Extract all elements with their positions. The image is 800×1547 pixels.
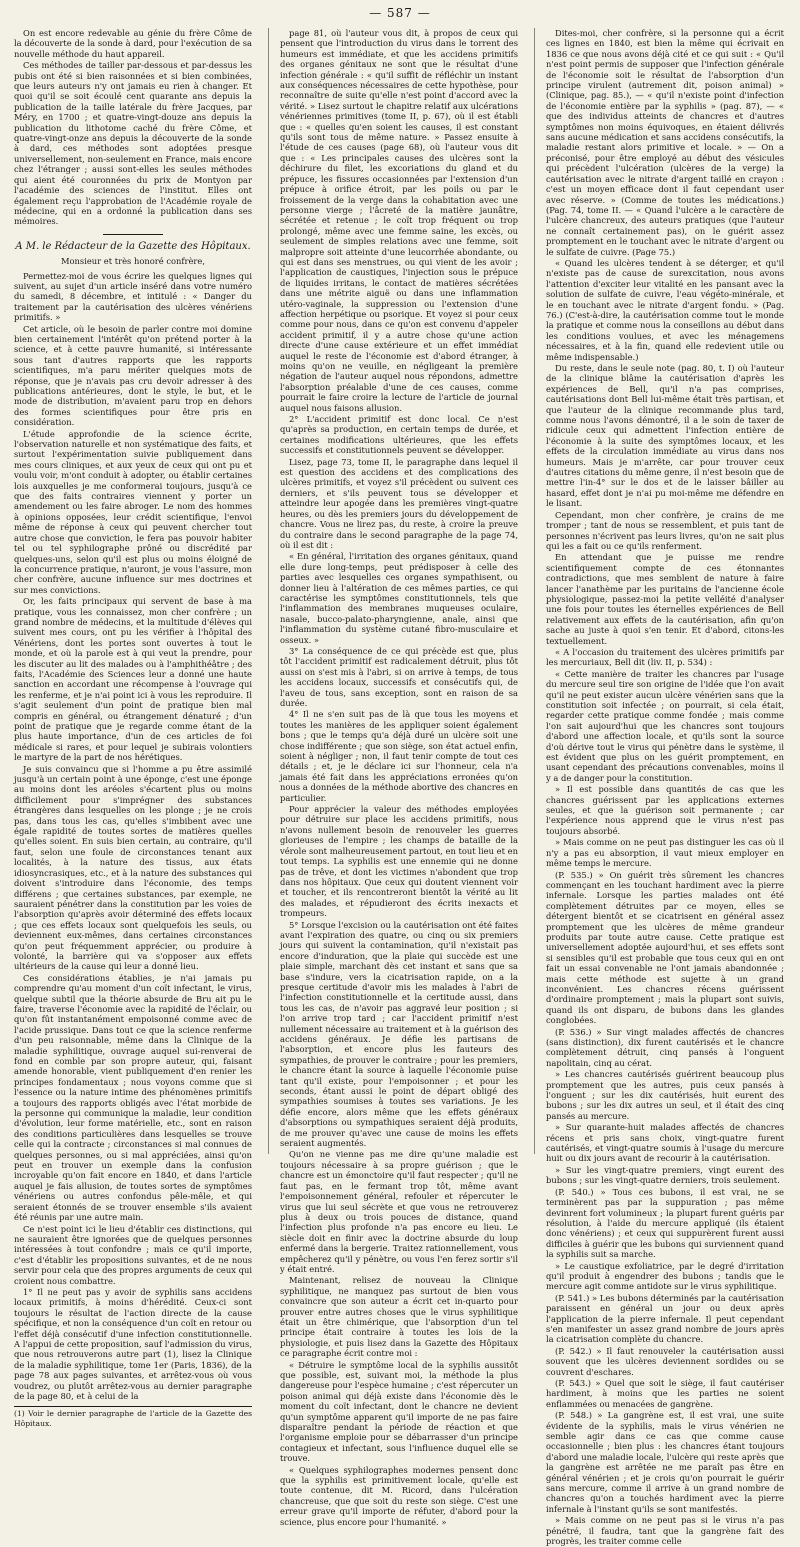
paragraph: » Les chancres cautérisés guérirent beaucoup plus promptement que les autres, puis ceux pansés à l'onguent ; sur les dix cautérisés, huit eurent des bubons ; sur les dix autres un seul, et il était des cinq pansés au mercure. <box>546 1069 784 1121</box>
column-rule <box>268 28 269 1154</box>
paragraph: 3° La conséquence de ce qui précède est que, plus tôt l'accident primitif est radicalement détruit, plus tôt aussi on s'est mis à l'abri, si on arrive à temps, de tous les accidens locaux, successifs et consécutifs qui, de l'aveu de tous, sans exception, sont en raison de sa durée. <box>280 645 518 708</box>
paragraph: Ces méthodes de tailler par-dessous et par-dessus les pubis ont été si bien raisonnées et si bien combinées, que leurs auteurs n'y ont jamais eu rien à changer. Et quoi qu'il se soit écoulé cent quarante ans depuis la publication de la taille latérale du frère Jacques, par Méry, en 1700 ; et quatre-vingt-douze ans depuis la publication du lithotome caché du frère Côme, et quatre-vingt-onze ans depuis la découverte de la sonde à dard, ces méthodes sont adoptées presque universellement, non-seulement en France, mais encore chez l'étranger ; aussi sont-elles les seules méthodes qui aient été couronnées du prix de Montyon par l'académie des sciences de l'institut. Elles ont également reçu l'approbation de l'Académie royale de médecine, qui en a ordonné la publication dans ses mémoires. <box>14 60 252 227</box>
paragraph: Je suis convaincu que si l'homme a pu être assimilé jusqu'à un certain point à une éponge, c'est une éponge au moins dont les aréoles s'écartent plus ou moins difficilement pour s'imprégner des substances étrangères dans lesquelles on les plonge ; je ne crois pas, dans tous les cas, qu'elles s'imbibent avec une égale rapidité de toutes sortes de matières quelles qu'elles soient. En suis bien certain, au contraire, qu'il faut, selon une foule de circonstances tenant aux localités, à la nature des tissus, aux états idiosyncrasiques, etc., et à la nature des substances qui doivent s'introduire dans l'économie, des temps différens ; que certaines substances, par exemple, ne sauraient pénétrer dans la constitution par les voies de l'absorption qu'après avoir déterminé des effets locaux ; que ces effets locaux sont quelquefois les seuls, ou deviennent eux-mêmes, dans certaines circonstances qu'on peut fréquemment apprécier, ou produire à volonté, la barrière qui va s'opposer aux effets ultérieurs de la cause qui leur a donné lieu. <box>14 763 252 972</box>
letter-heading: A M. le Rédacteur de la Gazette des Hôpitaux. <box>15 240 251 252</box>
paragraph: (P. 543.) » Quel que soit le siège, il faut cautériser hardiment, à moins que les parties ne soient enflammées ou menacées de gangrène. <box>546 1378 784 1409</box>
paragraph: Du reste, dans le seule note (pag. 80, t. I) où l'auteur de la clinique blâme la cautérisation d'après les expériences de Bell, qu'il n'a pas comprises, cautérisations dont Bell lui-même était très partisan, et que l'auteur de la clinique recommande plus tard, comme nous l'avons démontré, il a le soin de taxer de ridicule ceux qui admettent l'infection entière de l'économie à la suite des symptômes locaux, et les effets de la circulation immédiate au virus dans nos humeurs. Mais je m'arrête, car pour trouver ceux d'autres citations du même genre, il n'est besoin que de mettre l'in-4° sur le dos et de le laisser bâiller au hasard, effet dont je n'ai pu moi-même me défendre en le lisant. <box>546 363 784 509</box>
paragraph: » Sur quarante-huit malades affectés de chancres récens et pris sans choix, vingt-quatre furent cautérisés, et vingt-quatre soumis à l'usage du mercure huit ou dix jours avant de recourir à la cautérisation. <box>546 1122 784 1164</box>
paragraph: Dites-moi, cher confrère, si la personne qui a écrit ces lignes en 1840, est bien la même qui écrivait en 1836 ce que nous avons déjà cité et ce qui suit : « Qu'il n'est point permis de supposer que l'infection générale de l'économie soit le résultat de l'absorption d'un principe virulent (autrement dit, poison animal) » (Clinique, pag. 85.), — « qu'il n'existe point d'infection de l'économie entière par la syphilis » (pag. 87), — « que des individus atteints de chancres et d'autres symptômes non moins équivoques, en étaient délivrés sans aucune médication et sans accidens consécutifs, la maladie restant alors primitive et locale. » — On a préconisé, pour être employé au début des vésicules qui précèdent l'ulcération (ulcères de la verge) la cautérisation avec le nitrate d'argent taillé en crayon : c'est un moyen efficace dont il faut cependant user avec réserve. » (Comme de toutes les médications.) (Pag. 74, tome II. — « Quand l'ulcère a le caractère de l'ulcère chancreux, des auteurs pratiques (que l'auteur ne connaît certainement pas), on le guérit assez promptement en le touchant avec le nitrate d'argent ou le sulfate de cuivre. (Page 75.) <box>546 28 784 257</box>
paragraph: Lisez, page 73, tome II, le paragraphe dans lequel il est question des accidens et des complications des ulcères primitifs, et voyez s'il précèdent ou suivent ces derniers, et s'ils peuvent tous se développer et atteindre leur apogée dans les premières vingt-quatre heures, ou dès les premiers jours du développement de chancre. Vous ne lirez pas, du reste, à croire la preuve du contraire dans le second paragraphe de la page 74, où il est dit : <box>280 456 518 550</box>
paragraph: 4° Il ne s'en suit pas de là que tous les moyens et toutes les manières de les appliquer soient également bons ; que le temps qu'a déjà duré un ulcère soit une chose indifférente ; que son siège, son état actuel enfin, soient à négliger ; non, il faut tenir compte de tout ces détails ; et, je le déclare ici sur l'honneur, cela n'a jamais été fait dans les appréciations erronées qu'on nous a données de la méthode abortive des chancres en particulier. <box>280 709 518 803</box>
paragraph: « Quelques syphilographes modernes pensent donc que la syphilis est primitivement locale, qu'elle est toute contenue, dit M. Ricord, dans l'ulcération chancreuse, que que soit du reste son siège. C'est une erreur grave qu'il importe de réfuter, d'abord pour la science, plus encore pour l'humanité. » <box>280 1464 518 1527</box>
column-3 <box>546 28 784 1547</box>
paragraph: Permettez-moi de vous écrire les quelques lignes qui suivent, au sujet d'un article inséré dans votre numéro du samedi, 8 décembre, et intitulé : « Danger du traitement par la cautérisation des ulcères vénériens primitifs. » <box>14 270 252 323</box>
section-divider <box>103 234 163 235</box>
paragraph: 5° Lorsque l'excision ou la cautérisation ont été faites avant l'expiration des quatre, ou cinq ou six premiers jours qui suivent la contamination, qu'il n'existait pas encore d'induration, que la plaie qui succède est une plaie simple, marchant dès cet instant et sans que sa base s'indure, vers la cicatrisation rapide, on a la presque certitude d'avoir mis les malades à l'abri de l'infection constitutionnelle et la certitude aussi, dans tous les cas, de n'avoir pas aggravé leur position ; si l'on arrive trop tard ; car l'accident primitif n'est nullement nécessaire au traitement et à la guérison des accidens généraux. Je défie les partisans de l'absorption, et encore plus les fauteurs des sympathies, de prouver le contraire ; pour les premiers, le chancre étant la source à laquelle l'économie puise tant qu'il existe, pour l'empoisonner ; et pour les seconds, étant aussi le point de départ obligé des sympathies soumises à toutes ses variations. Je les défie encore, alors même que les effets généraux d'absorptions ou sympathiques seraient déjà produits, de me prouver qu'avec une cause de moins les effets seraient augmentés. <box>280 919 518 1149</box>
paragraph: Ce n'est point ici le lieu d'établir ces distinctions, qui ne sauraient être ignorées que de quelques personnes intéressées à tout confondre ; mais ce qu'il importe, c'est d'établir les propositions suivantes, et de ne nous servir pour cela que des propres arguments de ceux qui croient nous combattre. <box>14 1223 252 1286</box>
paragraph: » Le caustique exfoliatrice, par le degré d'irritation qu'il produit à engendrer des bubons ; tandis que le mercure agit comme antidote sur le virus syphilitique. <box>546 1260 784 1292</box>
paragraph: Ces considérations établies, je n'ai jamais pu comprendre qu'au moment d'un coït infectant, le virus, quelque subtil que la théorie absurde de Bru ait pu le faire, traverse l'économie avec la rapidité de l'éclair, ou qu'on fût instantanément empoisonné comme avec de l'acide prussique. Dans tout ce que la science renferme d'un peu raisonnable, même dans la Clinique de la maladie syphilitique, ouvrage auquel sui-renverai de fond en comble par son propre auteur, qui, faisant amende honorable, vient publiquement d'en renier les principes fondamentaux ; nous voyons comme que si l'essence ou la nature intime des phénomènes primitifs a toujours des rapports obligés avec l'état morbide de la personne qui communique la maladie, leur condition d'évolution, leur forme matérielle, etc., sont en raison des conditions particulières dans lesquelles se trouve celle qui la contracte ; circonstances si mal connues de quelques personnes, ou si mal appréciées, ainsi qu'on peut en trouver un exemple dans la confusion incroyable qu'on fait encore en 1840, et dans l'article auquel je fais allusion, de toutes sortes de symptômes vénériens ou autres confondus pêle-mêle, et qui seraient étonnés de se trouver ensemble s'ils avaient été réunis par une autre main. <box>14 972 252 1223</box>
paragraph: (P. 541.) » Les bubons déterminés par la cautérisation paraissent en général un jour ou deux après l'application de la pierre infernale. Il peut cependant s'en manifester un assez grand nombre de jours après la cicatrisation complète du chancre. <box>546 1292 784 1345</box>
paragraph: « Détruire le symptôme local de la syphilis aussitôt que possible, est, suivant moi, la méthode la plus dangereuse pour l'espèce humaine ; c'est répercuter un poison animal qui déjà existe dans l'économie dès le moment du coït infectant, dont le chancre ne devient qu'un symptôme apparent qu'il importe de ne pas faire disparaître pendant la période de réaction et que l'organisme emploie pour se débarrasser d'un principe contagieux et infectant, sous l'influence duquel elle se trouve. <box>280 1359 518 1464</box>
paragraph: page 81, où l'auteur vous dit, à propos de ceux qui pensent que l'introduction du virus dans le torrent des humeurs est immédiate, et que les accidens primitifs des organes génitaux ne sont que le résultat d'une infection générale : « qu'il suffit de réfléchir un instant aux conséquences nécessaires de cette hypothèse, pour reconnaître de suite qu'elle n'est point d'accord avec la vérité. » Lisez surtout le chapitre relatif aux ulcérations vénériennes primitives (tome II, p. 67), où il est établi que : « quelles qu'en soient les causes, il est constant qu'ils sont tous de même nature. » Passez ensuite à l'étude de ces causes (page 68), où l'auteur vous dit que : « Les principales causes des ulcères sont la déchirure du filet, les excoriations du gland et du prépuce, les fissures occasionnées par l'extension d'un prépuce à orifice étroit, par les poils ou par le froissement de la verge dans la cohabitation avec une personne vierge ; l'âcreté de la matière jaunâtre, sécrétée et retenue ; le coït trop fréquent ou trop prolongé, même avec une femme saine, les excès, ou seulement de simples relations avec une femme, soit malpropre soit atteinte d'une leucorrhée abondante, ou qui est dans ses menstrues, ou qui vient de les avoir ; l'application de caustiques, l'injection sous le prépuce de liquides irritans, le contact de matières sécrétées dans une métrite aiguë ou dans une inflammation utéro-vaginale, la suppression ou l'extension d'une affection herpétique ou psorique. Et voyez si pour ceux comme pour nous, dans ce qu'on est convenu d'appeler accident primitif, il y a autre chose qu'une action directe d'une cause extérieure et un effet immédiat auquel le reste de l'économie est d'abord étranger, à moins qu'on ne veuille, en négligeant la première négation de l'auteur auquel nous répondons, admettre l'absorption préalable d'une de ces causes, comme pourrait le faire croire la lecture de l'article de journal auquel nous faisons allusion. <box>280 28 518 413</box>
paragraph: Or, les faits principaux qui servent de base à ma pratique, vous les connaissez, mon cher confrère ; un grand nombre de médecins, et la multitude d'élèves qui suivent mes cours, ont pu les vérifier à l'hôpital des Vénériens, dont les portes sont ouvertes à tout le monde, et où la parole est à qui veut la prendre, pour les discuter au lit des malades ou à l'amphithéâtre ; des faits, l'Académie des Sciences leur a donné une haute sanction en accordant une récompense à l'ouvrage qui les renferme, et je n'ai point ici à vous les reproduire. Il s'agit seulement d'un point de pratique bien mal compris en général, ou étrangement dénaturé ; d'un point de pratique que je regarde comme étant de la plus haute importance, d'un de ces articles de foi médicale si rares, et pour lequel je subirais volontiers le martyre de la part de nos hérétiques. <box>14 596 252 763</box>
paragraph: (P. 548.) » La gangrène est, il est vrai, une suite évidente de la syphilis, mais le virus vénérien ne semble agir dans ce cas que comme cause occasionnelle ; bien plus : les chancres étant toujours d'abord une maladie locale, l'ulcère qui reste après que la gangrène est arrêtée ne me paraît pas être en général vénérien ; et je crois qu'on pourrait le guérir sans mercure, comme il arrive à un grand nombre de chancres qu'on a touchés hardiment avec la pierre infernale à l'instant qu'ils se sont manifestés. <box>546 1410 784 1514</box>
column-rule <box>534 28 535 1154</box>
column-1 <box>14 28 252 1428</box>
column-2 <box>280 28 518 1527</box>
paragraph: 2° L'accident primitif est donc local. Ce n'est qu'après sa production, en certain temps de durée, et certaines modifications ultérieures, que les effets successifs et constitutionnels peuvent se développer. <box>280 414 518 456</box>
paragraph: » Mais comme on ne peut pas distinguer les cas où il n'y a pas eu absorption, il vaut mieux employer en même temps le mercure. <box>546 837 784 869</box>
footnote: (1) Voir le dernier paragraphe de l'article de la Gazette des Hôpitaux. <box>14 1406 252 1428</box>
paragraph: (P. 535.) » On guérit très sûrement les chancres commençant en les touchant hardiment avec la pierre infernale. Lorsque les parties malades ont été complètement détruites par ce moyen, elles se détergent bientôt et se cicatrisent en général assez promptement que les ulcères de même grandeur produits par toute autre cause. Cette pratique est universellement adoptée aujourd'hui, et ses effets sont si sensibles qu'il est probable que tous ceux qui en ont fait un essai convenable ne l'ont jamais abandonnée ; mais cette méthode est sujette à un grand inconvénient. Les chancres récens guérissent d'ordinaire promptement ; mais la plupart sont suivis, quand ils ont disparu, de bubons dans les glandes conglobées. <box>546 869 784 1026</box>
paragraph: Qu'on ne vienne pas me dire qu'une maladie est toujours nécessaire à sa propre guérison ; que le chancre est un émonctoire qu'il faut respecter ; qu'il ne faut pas, en le fermant trop tôt, même avant l'empoisonnement général, refouler et répercuter le virus que lui seul sécrète et que vous ne retrouverez plus à deux ou trois pouces de distance, quand l'infection plus profonde n'a pas encore eu lieu. Le siècle doit en finir avec la doctrine absurde du loup enfermé dans la bergerie. Traitez rationnellement, vous empêcherez qu'il y pénètre, ou vous l'en ferez sortir s'il y était entré. <box>280 1149 518 1274</box>
paragraph: En attendant que je puisse me rendre scientifiquement compte de ces étonnantes contradictions, que mes semblent de nature à faire lancer l'anathème par les puritains de l'ancienne école physiologique, passez-moi la petite velléité d'analyser une fois pour toutes les éternelles expériences de Bell relativement aux effets de la cautérisation, afin qu'on sache au juste à quoi s'en tenir. Et d'abord, citons-les textuellement. <box>546 552 784 646</box>
paragraph: » Sur les vingt-quatre premiers, vingt eurent des bubons ; sur les vingt-quatre derniers, trois seulement. <box>546 1164 784 1186</box>
paragraph: L'étude approfondie de la science écrite, l'observation naturelle et non systématique des faits, et surtout l'expérimentation suivie publiquement dans mes cours cliniques, et aux yeux de ceux qui ont pu et voulu voir, m'ont conduit à adopter, ou établir certaines lois auxquelles je me conformerai toujours, jusqu'à ce que des faits contraires viennent y porter un amendement ou les faire abroger. Le nom des hommes à opinions opposées, leur crédit scientifique, l'envoi même de réponse à ceux qui peuvent chercher tout autre chose que conviction, le fera pas pouvoir habiter tel ou tel syphilographe prôné ou discrédité par quelques-uns, selon qu'il est plus ou moins éloigné de la concurrence pratique, n'auront, je vous l'assure, mon cher confrère, aucune influence sur mes doctrines et sur mes convictions. <box>14 428 252 595</box>
paragraph: » Mais comme on ne peut pas si le virus n'a pas pénétré, il faudra, tant que la gangrène fait des progrès, les traiter comme celle <box>546 1515 784 1547</box>
paragraph: « En général, l'irritation des organes génitaux, quand elle dure long-temps, peut prédisposer à celle des parties avec lesquelles ces organes sympathisent, ou donner lieu à l'altération de ces mêmes parties, ce qui caractérise les symptômes constitutionnels, tels que l'inflammation des membranes muqueuses oculaire, nasale, bucco-palato-pharyngienne, anale, ainsi que l'inflammation du système cutané fibro-musculaire et osseux. » <box>280 551 518 645</box>
paragraph: 1° Il ne peut pas y avoir de syphilis sans accidens locaux primitifs, à moins d'hérédité. Ceux-ci sont toujours le résultat de l'action directe de la cause spécifique, et non la conséquence d'un coït en retour ou l'effet déjà consécutif d'une infection constitutionnelle. A l'appui de cette proposition, sauf l'admission du virus, que nous retrouverons autre part (1), lisez la Clinique de la maladie syphilitique, tome 1er (Paris, 1836), de la page 78 aux pages suivantes, et arrêtez-vous où vous voudrez, ou plutôt arrêtez-vous au dernier paragraphe de la page 80, et à celui de la <box>14 1286 252 1401</box>
paragraph: On est encore redevable au génie du frère Côme de la découverte de la sonde à dard, pour l'exécution de sa nouvelle méthode du haut appareil. <box>14 28 252 59</box>
paragraph: » Il est possible dans quantités de cas que les chancres guérissent par les applications externes seules, et que la guérison soit permanente ; car l'expérience nous apprend que le virus n'est pas toujours absorbé. <box>546 784 784 836</box>
paragraph: (P. 542.) » Il faut renouveler la cautérisation aussi souvent que les ulcères deviennent sordides ou se couvrent d'eschares. <box>546 1345 784 1377</box>
paragraph: (P. 540.) » Tous ces bubons, il est vrai, ne se terminèrent pas par la suppuration ; pas même devinrent fort volumineux ; la plupart furent guéris par résolution, à l'aide du mercure appliqué (ils étaient donc vénériens) ; et ceux qui suppurèrent furent aussi difficiles à guérir que les bubons qui surviennent quand la syphilis suit sa marche. <box>546 1186 784 1260</box>
paragraph: (P. 536.) » Sur vingt malades affectés de chancres (sans distinction), dix furent cautérisés et le chancre complètement détruit, cinq pansés à l'onguent napolitain, cinq au cérat. <box>546 1026 784 1068</box>
paragraph: Cependant, mon cher confrère, je crains de me tromper ; tant de nous se ressemblent, et puis tant de personnes n'écrivent pas leurs livres, qu'on ne sait plus qui les a fait ou ce qu'ils renferment. <box>546 509 784 551</box>
letter-greeting: Monsieur et très honoré confrère, <box>60 256 206 267</box>
page-number: — 587 — <box>369 6 431 20</box>
paragraph: Maintenant, relisez de nouveau la Clinique syphilitique, ne manquez pas surtout de bien vous convaincre que son auteur a écrit cet in-quarto pour prouver entre autres choses que le virus syphilitique était un être chimérique, que l'absorption d'un tel principe était contraire à toutes les lois de la physiologie, et puis lisez dans la Gazette des Hôpitaux ce paragraphe écrit contre moi : <box>280 1275 518 1359</box>
paragraph: « Quand les ulcères tendent à se déterger, et qu'il n'existe pas de cause de surexcitation, nous avons l'attention d'exciter leur vitalité en les pansant avec la solution de sulfate de cuivre, l'eau végéto-minérale, et le en touchant avec le nitrate d'argent fondu. » (Pag. 76.) (C'est-à-dire, la cautérisation comme tout le monde la pratique et comme nous la conseillons au début dans les conditions voulues, et avec les ménagemens nécessaires, et à la fin, quand elle redevient utile ou même indispensable.) <box>546 257 784 362</box>
paragraph: Pour apprécier la valeur des méthodes employées pour détruire sur place les accidens primitifs, nous n'avons nullement besoin de renouveler les guerres glorieuses de l'empire ; les champs de bataille de la vérole sont malheureusement partout, en tout lieu et en tout temps. La syphilis est une ennemie qui ne donne pas de trêve, et dont les victimes n'abondent que trop dans nos hôpitaux. Que ceux qui doutent viennent voir et toucher, et ils rencontreront bientôt la vérité au lit des malades, et répudieront des écrits inexacts et trompeurs. <box>280 804 518 919</box>
paragraph: « Cette manière de traiter les chancres par l'usage du mercure seul tire son origine de l'idée que l'on avait qu'il ne peut exister aucun ulcère vénérien sans que la constitution soit infectée ; on pourrait, si cela était, regarder cette pratique comme fondée ; mais comme l'on sait aujourd'hui que les chancres sont toujours d'abord une affection locale, et qu'ils sont la source d'où dérive tout le virus qui pénètre dans le système, il est évident que plus on les guérit promptement, en usant cependant des précautions convenables, moins il y a de danger pour la constitution. <box>546 668 784 783</box>
paragraph: « A l'occasion du traitement des ulcères primitifs par les mercuriaux, Bell dit (liv. II, p. 534) : <box>546 646 784 668</box>
paragraph: Cet article, où le besoin de parler contre moi domine bien certainement l'intérêt qu'on prétend porter à la science, et à cette pauvre humanité, si intéressante sous tant d'autres rapports que les rapports scientifiques, m'a paru mériter quelques mots de réponse, que je n'avais pas cru devoir adresser à des publications antérieures, dont le style, le but, et le mode de distribution, m'avaient paru trop en dehors des formes scientifiques pour être pris en considération. <box>14 323 252 428</box>
